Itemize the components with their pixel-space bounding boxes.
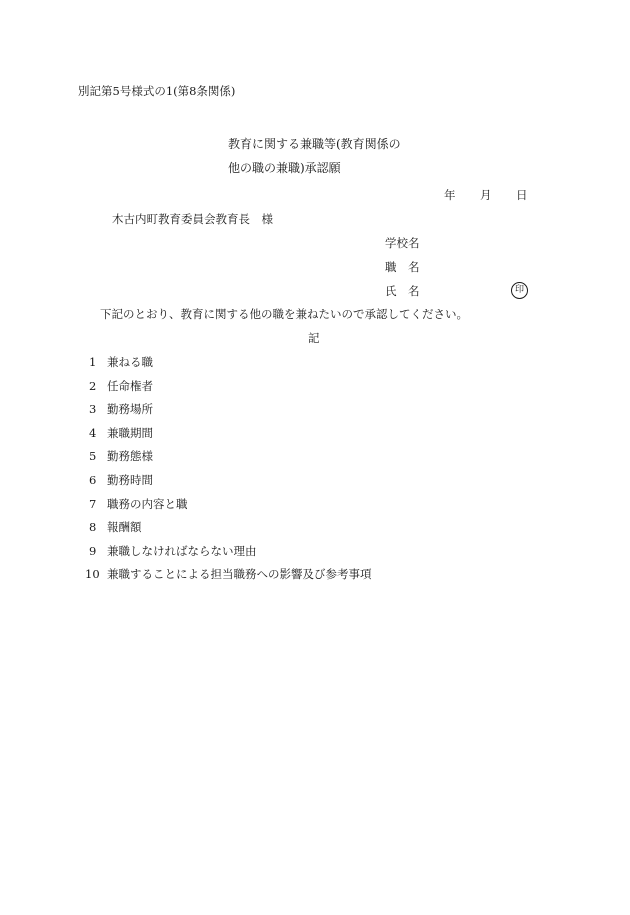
date-year-label: 年 [444, 188, 456, 202]
date-month-label: 月 [480, 188, 492, 202]
item-label: 勤務場所 [107, 402, 153, 417]
document-title-line-2: 他の職の兼職)承認願 [228, 161, 341, 175]
item-label: 職務の内容と職 [107, 496, 188, 511]
seal-mark: 印 [511, 282, 528, 299]
item-label: 勤務態様 [107, 449, 153, 464]
addressee: 木古内町教育委員会教育長 様 [112, 212, 273, 226]
item-label: 兼ねる職 [107, 355, 153, 369]
ki-heading: 記 [308, 331, 320, 345]
item-label: 報酬額 [107, 520, 142, 535]
form-label: 別記第5号様式の1(第8条関係) [78, 84, 236, 98]
item-label: 兼職しなければならない理由 [107, 543, 257, 558]
document-title-line-1: 教育に関する兼職等(教育関係の [228, 137, 401, 151]
date-line [444, 190, 528, 202]
item-label: 任命権者 [107, 378, 153, 393]
position-field-label: 職 名 [385, 260, 420, 274]
name-field-label: 氏 名 [385, 284, 420, 298]
item-label: 勤務時間 [107, 473, 153, 487]
date-day-label: 日 [516, 188, 528, 202]
school-name-field-label: 学校名 [385, 236, 420, 250]
item-label: 兼職することによる担当職務への影響及び参考事項 [107, 567, 372, 582]
body-text: 下記のとおり、教育に関する他の職を兼ねたいので承認してください。 [100, 307, 468, 321]
item-label: 兼職期間 [107, 425, 153, 440]
